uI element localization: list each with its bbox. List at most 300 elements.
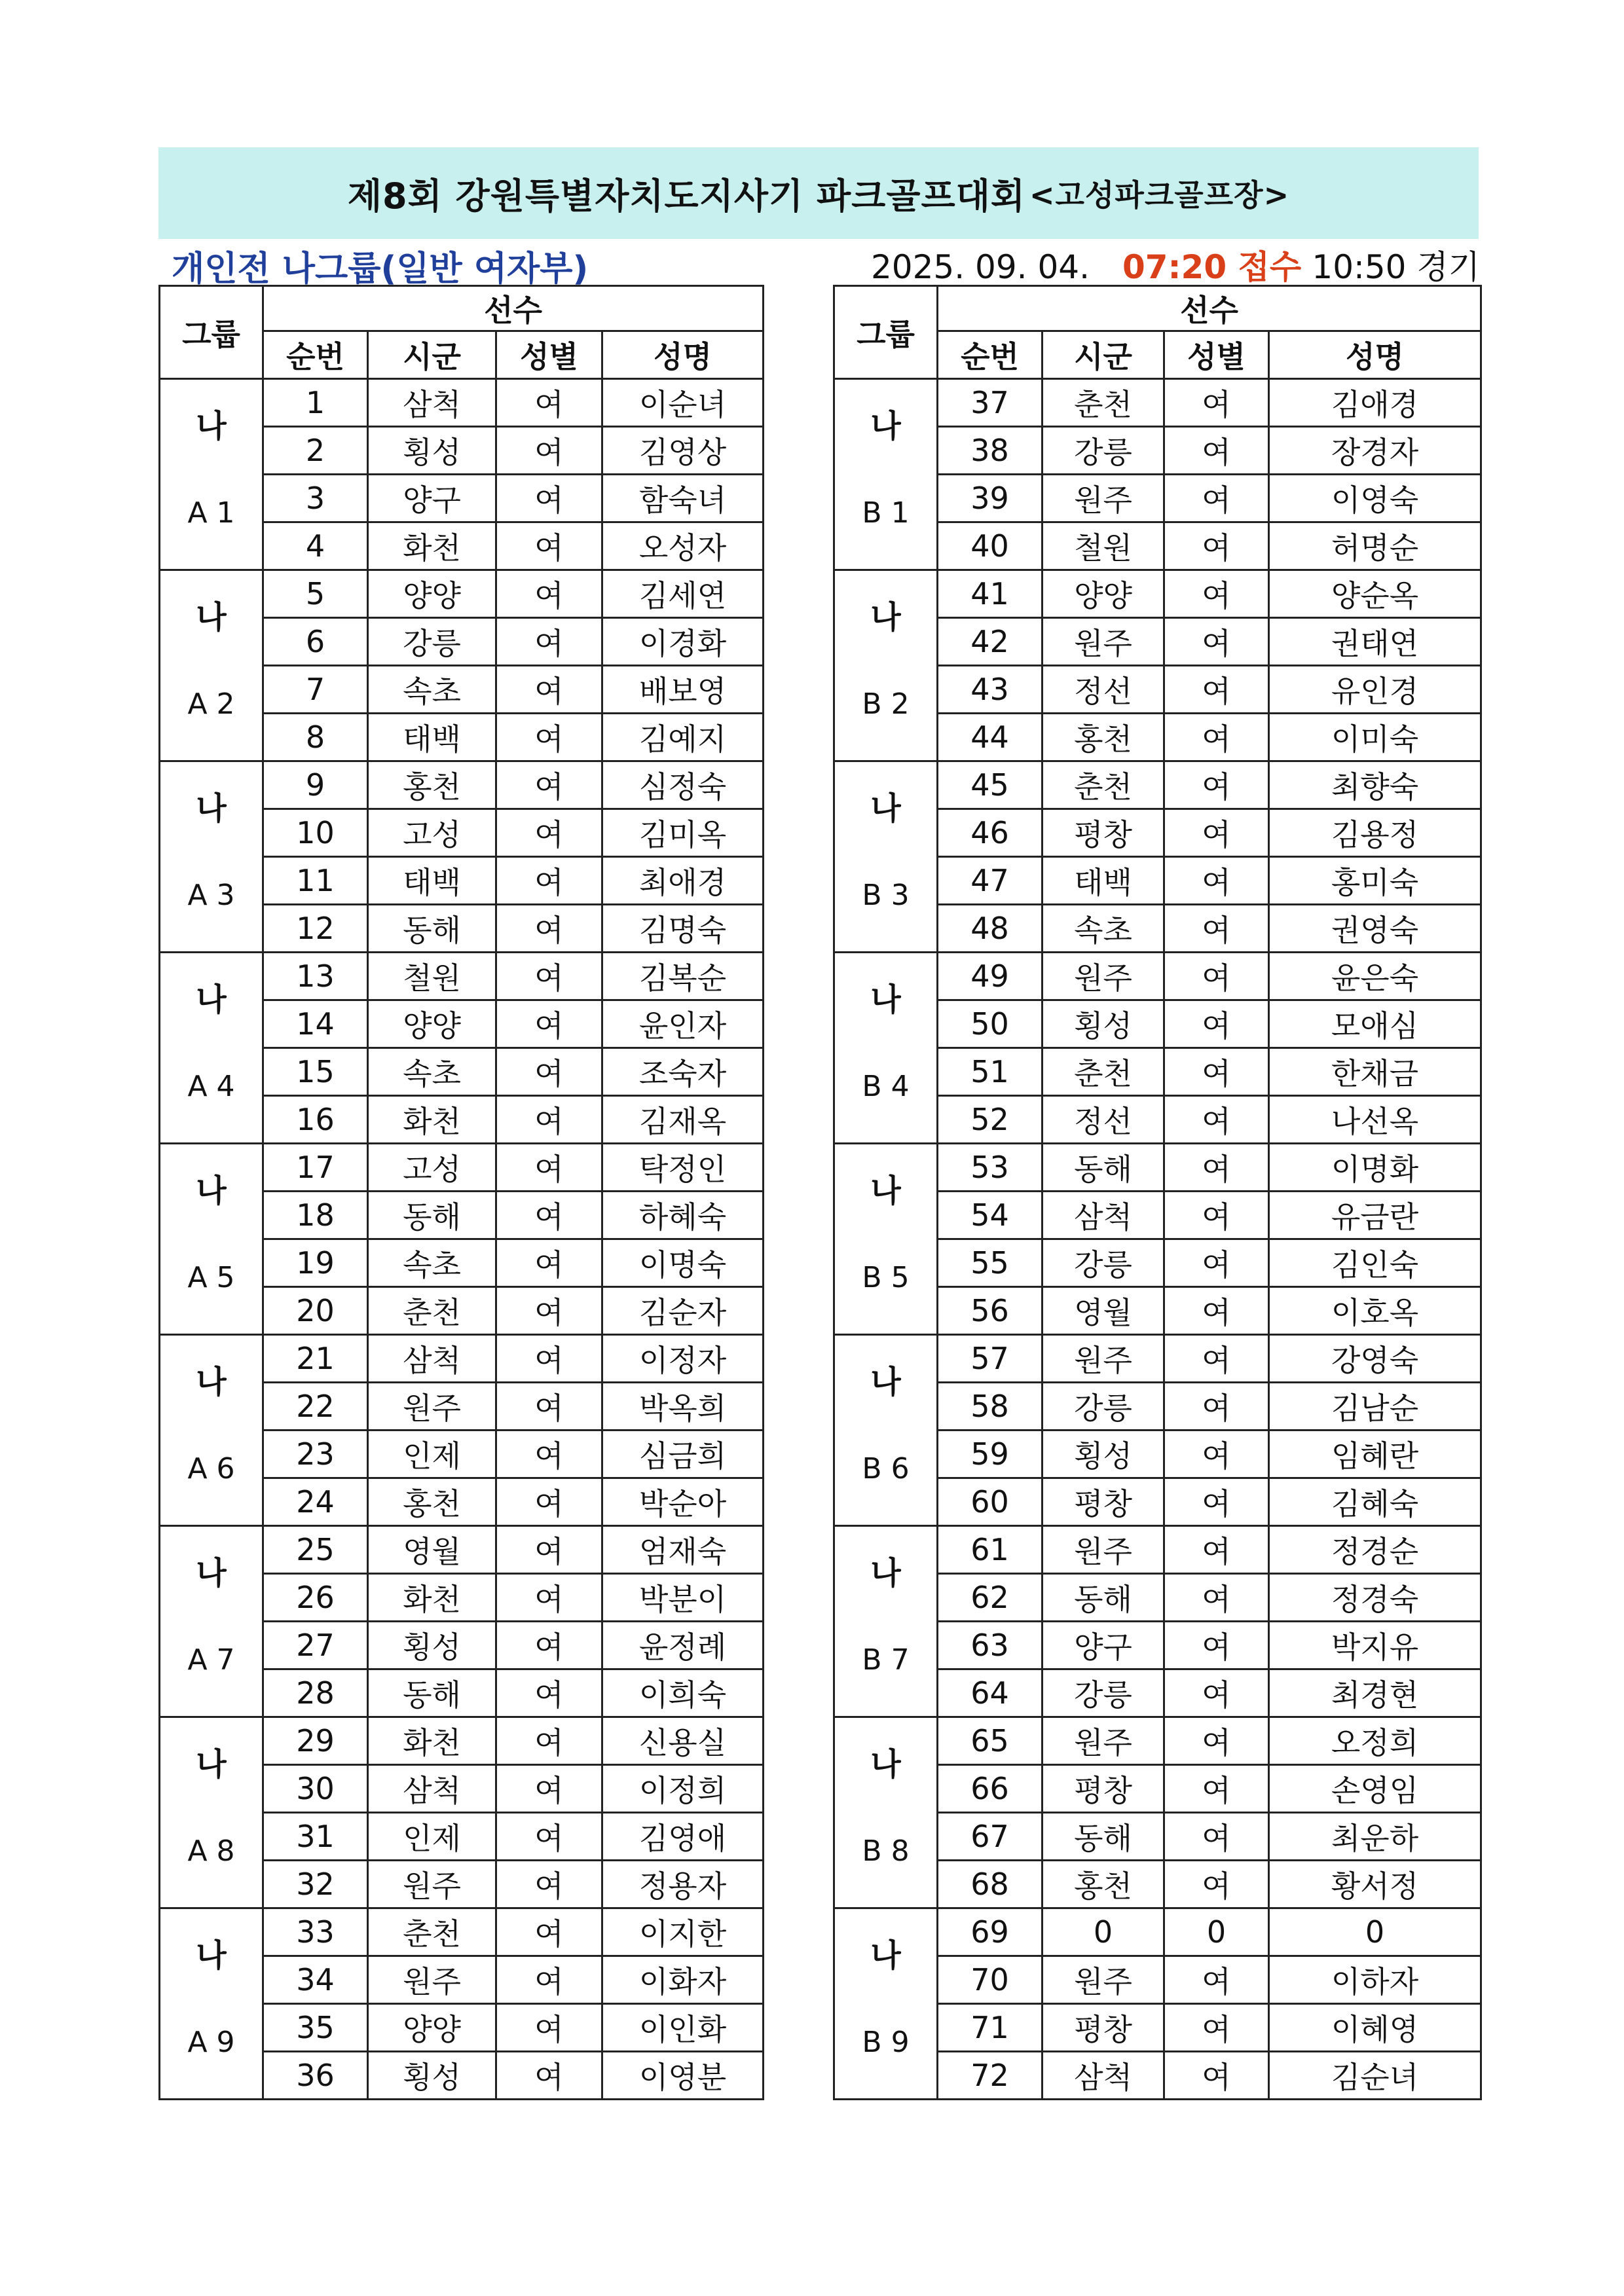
row-no: 62 — [938, 1574, 1043, 1622]
group-code: B 5 — [862, 1261, 910, 1294]
row-gender: 여 — [496, 857, 602, 905]
row-gender: 여 — [1164, 1765, 1269, 1813]
row-name: 김복순 — [602, 953, 764, 1000]
row-city: 동해 — [368, 1192, 496, 1239]
group-label: 나 — [870, 599, 901, 636]
row-no: 72 — [938, 2052, 1043, 2100]
table-row — [160, 761, 764, 809]
table-row — [160, 379, 764, 427]
row-gender: 여 — [496, 2052, 602, 2100]
row-gender: 여 — [496, 618, 602, 666]
row-name: 이순녀 — [602, 379, 764, 427]
row-city: 삼척 — [368, 379, 496, 427]
row-no: 41 — [938, 570, 1043, 618]
row-no: 23 — [263, 1430, 368, 1478]
roster-table-left — [158, 285, 764, 2100]
row-gender: 여 — [1164, 1430, 1269, 1478]
row-city: 강릉 — [1043, 1383, 1164, 1430]
row-name: 이영분 — [602, 2052, 764, 2100]
row-gender: 여 — [1164, 1192, 1269, 1239]
row-no: 2 — [263, 427, 368, 475]
row-city: 평창 — [1043, 809, 1164, 857]
row-name: 김인숙 — [1269, 1239, 1481, 1287]
players-header: 선수 — [263, 286, 764, 331]
row-city: 삼척 — [1043, 1192, 1164, 1239]
row-gender: 여 — [496, 1908, 602, 1956]
group-cell — [160, 1908, 263, 2100]
row-name: 유금란 — [1269, 1192, 1481, 1239]
row-city: 정선 — [1043, 1096, 1164, 1144]
page-title: 제8회 강원특별자치도지사기 파크골프대회 — [347, 175, 1025, 217]
table-row — [160, 1144, 764, 1192]
row-name: 박순아 — [602, 1478, 764, 1526]
row-city: 영월 — [1043, 1287, 1164, 1335]
row-gender: 여 — [496, 1526, 602, 1574]
row-no: 28 — [263, 1669, 368, 1717]
row-no: 67 — [938, 1813, 1043, 1861]
row-name: 이경화 — [602, 618, 764, 666]
row-gender: 여 — [496, 1861, 602, 1908]
row-no: 66 — [938, 1765, 1043, 1813]
row-name: 유인경 — [1269, 666, 1481, 714]
row-no: 29 — [263, 1717, 368, 1765]
row-gender: 여 — [1164, 905, 1269, 953]
row-name: 윤은숙 — [1269, 953, 1481, 1000]
table-row — [160, 953, 764, 1000]
row-no: 32 — [263, 1861, 368, 1908]
row-gender: 여 — [1164, 1335, 1269, 1383]
row-gender: 여 — [496, 666, 602, 714]
row-gender: 여 — [1164, 1622, 1269, 1669]
row-gender: 여 — [496, 1478, 602, 1526]
row-name: 이미숙 — [1269, 714, 1481, 761]
row-name: 권태연 — [1269, 618, 1481, 666]
row-no: 15 — [263, 1048, 368, 1096]
group-header: 그룹 — [160, 286, 263, 379]
group-code: B 1 — [862, 496, 910, 530]
row-name: 이하자 — [1269, 1956, 1481, 2004]
row-city: 원주 — [1043, 1526, 1164, 1574]
row-name: 정경순 — [1269, 1526, 1481, 1574]
table-row — [834, 1908, 1481, 1956]
row-no: 59 — [938, 1430, 1043, 1478]
row-name: 허명순 — [1269, 522, 1481, 570]
row-no: 40 — [938, 522, 1043, 570]
row-name: 함숙녀 — [602, 475, 764, 522]
row-name: 최애경 — [602, 857, 764, 905]
row-city: 원주 — [368, 1861, 496, 1908]
row-no: 57 — [938, 1335, 1043, 1383]
group-label: 나 — [196, 408, 227, 445]
row-no: 68 — [938, 1861, 1043, 1908]
group-cell — [834, 1526, 938, 1717]
row-name: 심정숙 — [602, 761, 764, 809]
row-no: 39 — [938, 475, 1043, 522]
row-name: 권영숙 — [1269, 905, 1481, 953]
row-city: 속초 — [1043, 905, 1164, 953]
row-city: 홍천 — [1043, 714, 1164, 761]
row-no: 53 — [938, 1144, 1043, 1192]
row-city: 원주 — [1043, 1956, 1164, 2004]
group-code: A 6 — [187, 1452, 235, 1485]
row-city: 춘천 — [1043, 379, 1164, 427]
row-gender: 여 — [1164, 1287, 1269, 1335]
row-gender: 여 — [496, 714, 602, 761]
row-city: 원주 — [1043, 475, 1164, 522]
row-city: 춘천 — [1043, 1048, 1164, 1096]
group-cell — [834, 1717, 938, 1908]
group-label: 나 — [870, 1173, 901, 1209]
row-city: 강릉 — [368, 618, 496, 666]
group-label: 나 — [196, 1364, 227, 1400]
row-city: 춘천 — [368, 1908, 496, 1956]
row-no: 58 — [938, 1383, 1043, 1430]
group-label: 나 — [196, 790, 227, 827]
group-cell — [834, 761, 938, 953]
reception-time: 07:20 접수 — [1122, 248, 1302, 286]
row-city: 동해 — [1043, 1813, 1164, 1861]
row-no: 13 — [263, 953, 368, 1000]
row-name: 심금희 — [602, 1430, 764, 1478]
group-cell — [834, 1908, 938, 2100]
row-name: 김미옥 — [602, 809, 764, 857]
game-time: 10:50 경기 — [1312, 248, 1480, 286]
row-no: 20 — [263, 1287, 368, 1335]
group-label: 나 — [870, 790, 901, 827]
group-label: 나 — [196, 1555, 227, 1592]
table-row — [160, 1335, 764, 1383]
gender-header: 성별 — [496, 331, 602, 379]
row-gender: 여 — [1164, 1239, 1269, 1287]
row-no: 65 — [938, 1717, 1043, 1765]
row-city: 속초 — [368, 1048, 496, 1096]
group-code: A 2 — [187, 687, 235, 721]
row-city: 정선 — [1043, 666, 1164, 714]
row-no: 1 — [263, 379, 368, 427]
row-no: 71 — [938, 2004, 1043, 2052]
venue-label: <고성파크골프장> — [1029, 177, 1290, 213]
row-no: 9 — [263, 761, 368, 809]
city-header: 시군 — [368, 331, 496, 379]
division-subtitle: 개인전 나그룹(일반 여자부) — [172, 249, 589, 289]
row-city: 고성 — [368, 809, 496, 857]
row-city: 평창 — [1043, 1765, 1164, 1813]
row-name: 김영상 — [602, 427, 764, 475]
row-gender: 여 — [496, 379, 602, 427]
row-no: 17 — [263, 1144, 368, 1192]
group-code: B 9 — [862, 2026, 910, 2059]
name-header: 성명 — [602, 331, 764, 379]
row-no: 26 — [263, 1574, 368, 1622]
row-city: 동해 — [368, 1669, 496, 1717]
row-name: 정용자 — [602, 1861, 764, 1908]
schedule-line — [871, 241, 1480, 288]
row-no: 63 — [938, 1622, 1043, 1669]
row-name: 한채금 — [1269, 1048, 1481, 1096]
row-no: 10 — [263, 809, 368, 857]
row-name: 박분이 — [602, 1574, 764, 1622]
group-header: 그룹 — [834, 286, 938, 379]
row-no: 33 — [263, 1908, 368, 1956]
row-no: 47 — [938, 857, 1043, 905]
row-name: 양순옥 — [1269, 570, 1481, 618]
row-no: 46 — [938, 809, 1043, 857]
row-no: 60 — [938, 1478, 1043, 1526]
row-city: 홍천 — [1043, 1861, 1164, 1908]
group-cell — [834, 1144, 938, 1335]
row-gender: 여 — [1164, 857, 1269, 905]
row-city: 삼척 — [368, 1335, 496, 1383]
row-city: 횡성 — [1043, 1430, 1164, 1478]
row-gender: 여 — [496, 1096, 602, 1144]
row-city: 동해 — [1043, 1574, 1164, 1622]
row-name: 조숙자 — [602, 1048, 764, 1096]
row-gender: 여 — [496, 1000, 602, 1048]
row-city: 철원 — [1043, 522, 1164, 570]
row-gender: 여 — [1164, 618, 1269, 666]
row-gender: 여 — [1164, 475, 1269, 522]
table-row — [834, 1717, 1481, 1765]
row-gender: 여 — [496, 1144, 602, 1192]
row-gender: 여 — [496, 953, 602, 1000]
group-cell — [834, 570, 938, 761]
table-row — [160, 1526, 764, 1574]
row-name: 모애심 — [1269, 1000, 1481, 1048]
row-gender: 여 — [496, 475, 602, 522]
row-city: 화천 — [368, 1096, 496, 1144]
row-name: 김순자 — [602, 1287, 764, 1335]
row-no: 43 — [938, 666, 1043, 714]
row-name: 윤인자 — [602, 1000, 764, 1048]
row-city: 횡성 — [368, 2052, 496, 2100]
row-name: 김순녀 — [1269, 2052, 1481, 2100]
name-header: 성명 — [1269, 331, 1481, 379]
group-code: B 7 — [862, 1643, 910, 1677]
row-city: 동해 — [1043, 1144, 1164, 1192]
row-gender: 여 — [1164, 1956, 1269, 2004]
row-city: 동해 — [368, 905, 496, 953]
row-name: 이지한 — [602, 1908, 764, 1956]
row-no: 7 — [263, 666, 368, 714]
row-gender: 여 — [1164, 1669, 1269, 1717]
row-no: 55 — [938, 1239, 1043, 1287]
group-code: A 3 — [187, 879, 235, 912]
row-city: 원주 — [1043, 953, 1164, 1000]
row-name: 김애경 — [1269, 379, 1481, 427]
group-label: 나 — [870, 1364, 901, 1400]
table-row — [834, 570, 1481, 618]
group-cell — [160, 761, 263, 953]
table-row — [160, 1908, 764, 1956]
row-no: 14 — [263, 1000, 368, 1048]
row-city: 원주 — [1043, 1717, 1164, 1765]
row-name: 엄재숙 — [602, 1526, 764, 1574]
group-cell — [160, 1335, 263, 1526]
row-gender: 여 — [496, 1956, 602, 2004]
title-banner — [158, 147, 1479, 239]
row-no: 54 — [938, 1192, 1043, 1239]
group-label: 나 — [196, 981, 227, 1018]
row-city: 춘천 — [368, 1287, 496, 1335]
group-cell — [834, 953, 938, 1144]
row-no: 42 — [938, 618, 1043, 666]
group-label: 나 — [870, 1746, 901, 1783]
row-name: 이명화 — [1269, 1144, 1481, 1192]
row-name: 이명숙 — [602, 1239, 764, 1287]
row-name: 홍미숙 — [1269, 857, 1481, 905]
row-city: 양양 — [368, 570, 496, 618]
row-gender: 여 — [1164, 1526, 1269, 1574]
row-city: 횡성 — [1043, 1000, 1164, 1048]
row-no: 44 — [938, 714, 1043, 761]
row-name: 장경자 — [1269, 427, 1481, 475]
row-no: 50 — [938, 1000, 1043, 1048]
row-city: 강릉 — [1043, 1239, 1164, 1287]
row-name: 이정희 — [602, 1765, 764, 1813]
row-city: 0 — [1043, 1908, 1164, 1956]
row-gender: 여 — [496, 1813, 602, 1861]
row-gender: 여 — [496, 1383, 602, 1430]
row-no: 34 — [263, 1956, 368, 2004]
row-no: 21 — [263, 1335, 368, 1383]
table-row — [834, 1526, 1481, 1574]
row-no: 8 — [263, 714, 368, 761]
row-city: 인제 — [368, 1430, 496, 1478]
row-gender: 여 — [1164, 1383, 1269, 1430]
group-cell — [834, 1335, 938, 1526]
row-name: 신용실 — [602, 1717, 764, 1765]
group-code: B 2 — [862, 687, 910, 721]
row-name: 김세연 — [602, 570, 764, 618]
row-city: 철원 — [368, 953, 496, 1000]
no-header: 순번 — [263, 331, 368, 379]
row-city: 삼척 — [368, 1765, 496, 1813]
row-no: 35 — [263, 2004, 368, 2052]
row-city: 춘천 — [1043, 761, 1164, 809]
row-no: 6 — [263, 618, 368, 666]
row-city: 삼척 — [1043, 2052, 1164, 2100]
row-city: 원주 — [368, 1956, 496, 2004]
group-code: A 7 — [187, 1643, 235, 1677]
row-gender: 여 — [496, 1192, 602, 1239]
row-city: 양구 — [368, 475, 496, 522]
row-no: 19 — [263, 1239, 368, 1287]
row-no: 27 — [263, 1622, 368, 1669]
group-label: 나 — [196, 1746, 227, 1783]
group-cell — [160, 379, 263, 570]
row-no: 49 — [938, 953, 1043, 1000]
row-city: 평창 — [1043, 1478, 1164, 1526]
row-city: 횡성 — [368, 427, 496, 475]
gender-header: 성별 — [1164, 331, 1269, 379]
row-city: 강릉 — [1043, 427, 1164, 475]
row-gender: 여 — [496, 1430, 602, 1478]
row-name: 임혜란 — [1269, 1430, 1481, 1478]
row-gender: 여 — [496, 1717, 602, 1765]
row-city: 홍천 — [368, 1478, 496, 1526]
row-no: 25 — [263, 1526, 368, 1574]
row-gender: 여 — [496, 809, 602, 857]
row-city: 화천 — [368, 522, 496, 570]
row-city: 횡성 — [368, 1622, 496, 1669]
row-gender: 여 — [1164, 1000, 1269, 1048]
row-gender: 여 — [1164, 1048, 1269, 1096]
row-no: 4 — [263, 522, 368, 570]
row-gender: 여 — [496, 1574, 602, 1622]
row-gender: 여 — [1164, 1574, 1269, 1622]
row-city: 양양 — [368, 1000, 496, 1048]
table-row — [834, 761, 1481, 809]
group-cell — [160, 1717, 263, 1908]
row-city: 고성 — [368, 1144, 496, 1192]
table-row — [834, 1335, 1481, 1383]
row-name: 김혜숙 — [1269, 1478, 1481, 1526]
no-header: 순번 — [938, 331, 1043, 379]
row-gender: 여 — [1164, 714, 1269, 761]
row-name: 김재옥 — [602, 1096, 764, 1144]
row-city: 원주 — [1043, 618, 1164, 666]
row-city: 태백 — [1043, 857, 1164, 905]
row-gender: 여 — [496, 1287, 602, 1335]
row-no: 45 — [938, 761, 1043, 809]
row-gender: 여 — [1164, 761, 1269, 809]
row-name: 이영숙 — [1269, 475, 1481, 522]
row-no: 24 — [263, 1478, 368, 1526]
row-name: 하혜숙 — [602, 1192, 764, 1239]
row-gender: 여 — [1164, 666, 1269, 714]
group-label: 나 — [870, 408, 901, 445]
row-no: 16 — [263, 1096, 368, 1144]
row-name: 이정자 — [602, 1335, 764, 1383]
row-name: 이호옥 — [1269, 1287, 1481, 1335]
row-name: 김명숙 — [602, 905, 764, 953]
row-gender: 여 — [1164, 1813, 1269, 1861]
row-city: 화천 — [368, 1717, 496, 1765]
row-gender: 여 — [1164, 570, 1269, 618]
row-name: 강영숙 — [1269, 1335, 1481, 1383]
row-gender: 여 — [496, 905, 602, 953]
roster-table-right — [833, 285, 1482, 2100]
row-name: 김영애 — [602, 1813, 764, 1861]
group-label: 나 — [870, 981, 901, 1018]
row-no: 30 — [263, 1765, 368, 1813]
row-city: 태백 — [368, 857, 496, 905]
row-name: 김남순 — [1269, 1383, 1481, 1430]
row-no: 3 — [263, 475, 368, 522]
row-gender: 여 — [496, 2004, 602, 2052]
row-gender: 여 — [1164, 1717, 1269, 1765]
row-gender: 여 — [496, 1239, 602, 1287]
row-name: 오성자 — [602, 522, 764, 570]
table-row — [834, 379, 1481, 427]
table-row — [834, 953, 1481, 1000]
row-gender: 여 — [496, 761, 602, 809]
row-gender: 여 — [496, 1765, 602, 1813]
row-gender: 0 — [1164, 1908, 1269, 1956]
row-name: 이혜영 — [1269, 2004, 1481, 2052]
row-gender: 여 — [496, 1048, 602, 1096]
group-code: A 9 — [187, 2026, 235, 2059]
row-no: 5 — [263, 570, 368, 618]
row-name: 이화자 — [602, 1956, 764, 2004]
group-cell — [160, 570, 263, 761]
row-name: 0 — [1269, 1908, 1481, 1956]
group-cell — [160, 1144, 263, 1335]
row-name: 탁정인 — [602, 1144, 764, 1192]
row-gender: 여 — [1164, 1096, 1269, 1144]
row-gender: 여 — [496, 522, 602, 570]
row-city: 양양 — [368, 2004, 496, 2052]
